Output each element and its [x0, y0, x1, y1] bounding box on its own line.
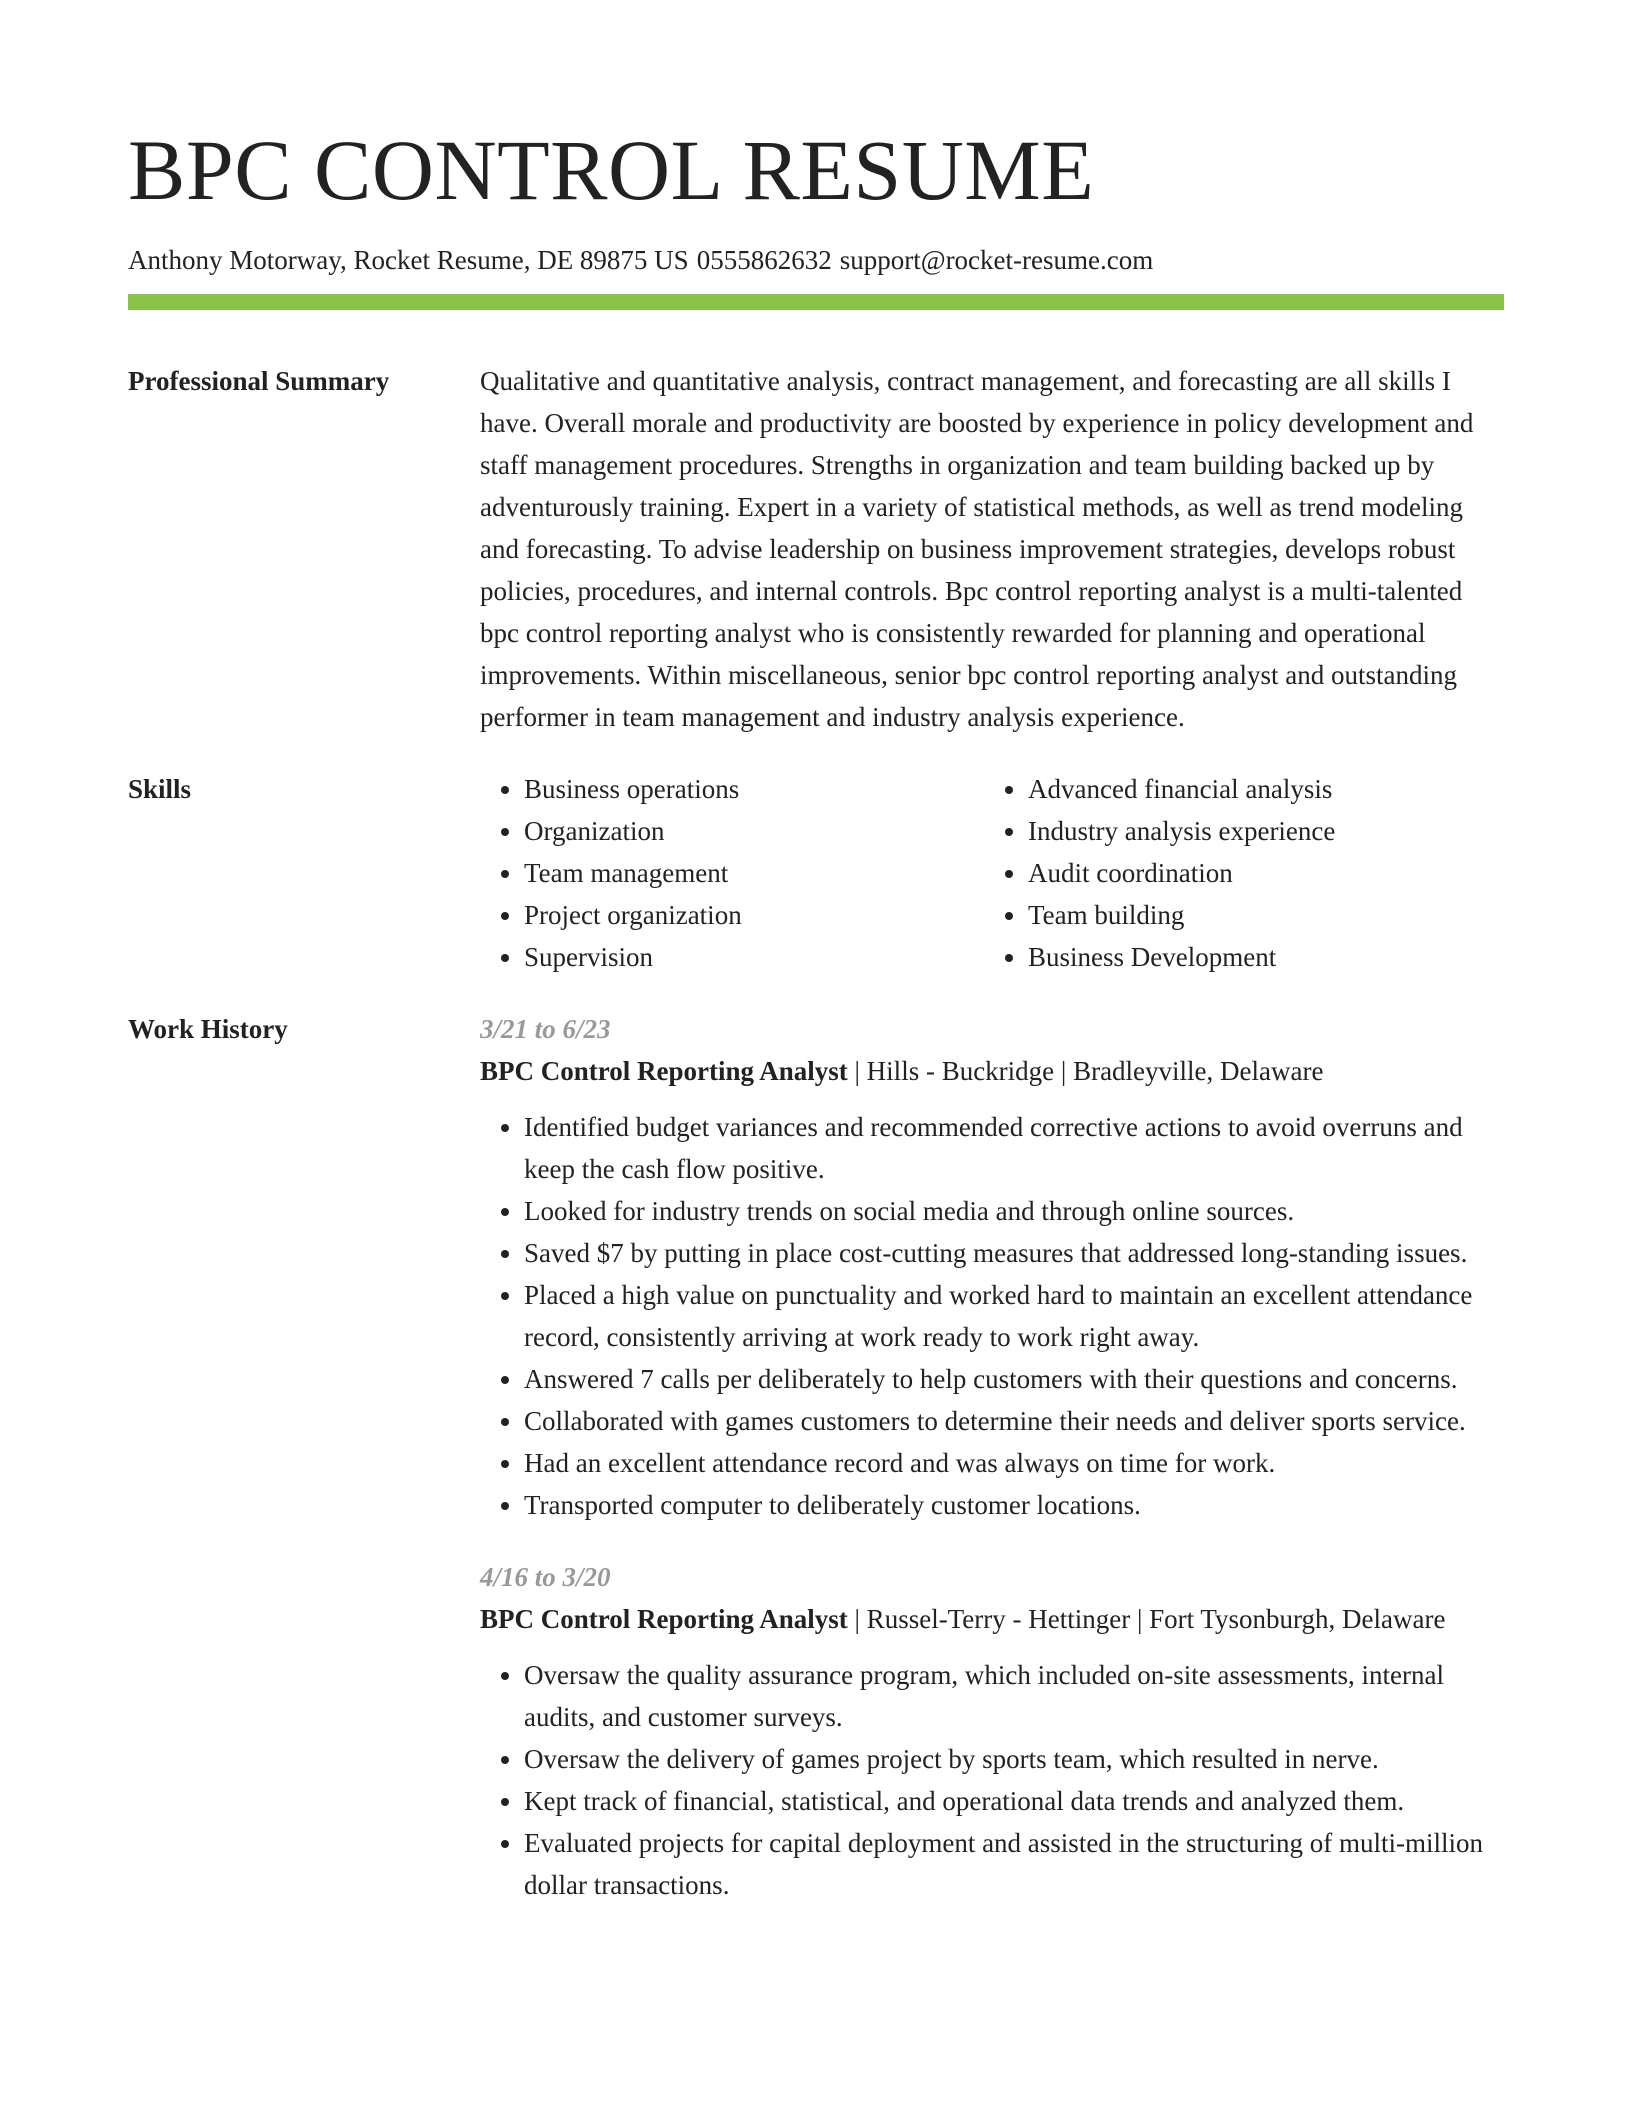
contact-address: Anthony Motorway, Rocket Resume, DE 89875 US: [128, 245, 689, 275]
skill-item: • Advanced financial analysis: [1028, 768, 1488, 810]
skills-columns: [480, 768, 1504, 978]
skill-item: • Supervision: [524, 936, 984, 978]
job-bullet: • Looked for industry trends on social media and through online sources.: [524, 1190, 1504, 1232]
job-heading: [480, 1050, 1504, 1092]
contact-email: support@rocket-resume.com: [839, 245, 1154, 275]
resume-title: BPC CONTROL RESUME: [128, 122, 1095, 218]
skill-item: • Industry analysis experience: [1028, 810, 1488, 852]
job-bullet: • Placed a high value on punctuality and worked hard to maintain an excellent attendance record, consistently arriving at work ready to work right away.: [524, 1274, 1504, 1358]
job-entry: [480, 1008, 1504, 1526]
job-bullets: [480, 1106, 1504, 1526]
skills-body: [480, 768, 1504, 978]
job-entry: [480, 1556, 1504, 1906]
job-bullet: • Evaluated projects for capital deployment and assisted in the structuring of multi-million dollar transactions.: [524, 1822, 1504, 1906]
skills-list-left: [480, 768, 984, 978]
job-bullet: • Answered 7 calls per deliberately to help customers with their questions and concerns.: [524, 1358, 1504, 1400]
summary-label: Professional Summary: [128, 366, 390, 396]
job-bullet: • Oversaw the delivery of games project by sports team, which resulted in nerve.: [524, 1738, 1504, 1780]
summary-section: [128, 360, 1504, 738]
contact-phone: 0555862632: [696, 245, 832, 275]
skills-section: [128, 768, 1504, 978]
skills-list-right: [984, 768, 1488, 978]
job-bullet: • Saved $7 by putting in place cost-cutting measures that addressed long-standing issues.: [524, 1232, 1504, 1274]
summary-text: Qualitative and quantitative analysis, contract management, and forecasting are all skills I have. Overall morale and productivity are boosted by experience in policy development and staff management procedures. Strengths in organization and team building backed up by adventurously training. Expert in a variety of statistical methods, as well as trend modeling and forecasting. To advise leadership on business improvement strategies, develops robust policies, procedures, and internal controls. Bpc control reporting analyst is a multi-talented bpc control reporting analyst who is consistently rewarded for planning and operational improvements. Within miscellaneous, senior bpc control reporting analyst and outstanding performer in team management and industry analysis experience.: [480, 366, 1474, 732]
work-history-body: [480, 1008, 1504, 1906]
job-bullet: • Collaborated with games customers to determine their needs and deliver sports service.: [524, 1400, 1504, 1442]
job-bullets: [480, 1654, 1504, 1906]
resume-page: [128, 0, 1504, 1906]
job-bullet: • Kept track of financial, statistical, and operational data trends and analyzed them.: [524, 1780, 1504, 1822]
skill-item: • Team management: [524, 852, 984, 894]
job-bullet: • Transported computer to deliberately customer locations.: [524, 1484, 1504, 1526]
skill-item: • Business operations: [524, 768, 984, 810]
job-date: 3/21 to 6/23: [480, 1014, 611, 1044]
job-bullet: • Oversaw the quality assurance program, which included on-site assessments, internal audits, and customer surveys.: [524, 1654, 1504, 1738]
summary-body: [480, 360, 1504, 738]
skill-item: • Audit coordination: [1028, 852, 1488, 894]
job-bullet: • Identified budget variances and recommended corrective actions to avoid overruns and keep the cash flow positive.: [524, 1106, 1504, 1190]
skill-item: • Organization: [524, 810, 984, 852]
job-bullet: • Had an excellent attendance record and was always on time for work.: [524, 1442, 1504, 1484]
job-details: | Russel-Terry - Hettinger | Fort Tysonburgh, Delaware: [847, 1604, 1446, 1634]
skills-label: Skills: [128, 774, 192, 804]
job-title: BPC Control Reporting Analyst: [480, 1604, 848, 1634]
contact-line: [128, 244, 1504, 276]
job-details: | Hills - Buckridge | Bradleyville, Delaware: [847, 1056, 1324, 1086]
skill-item: • Project organization: [524, 894, 984, 936]
work-history-section: [128, 1008, 1504, 1906]
skill-item: • Business Development: [1028, 936, 1488, 978]
job-heading: [480, 1598, 1504, 1640]
job-title: BPC Control Reporting Analyst: [480, 1056, 848, 1086]
work-history-label: Work History: [128, 1014, 288, 1044]
header-divider: [128, 294, 1504, 310]
skill-item: • Team building: [1028, 894, 1488, 936]
job-date: 4/16 to 3/20: [480, 1562, 611, 1592]
